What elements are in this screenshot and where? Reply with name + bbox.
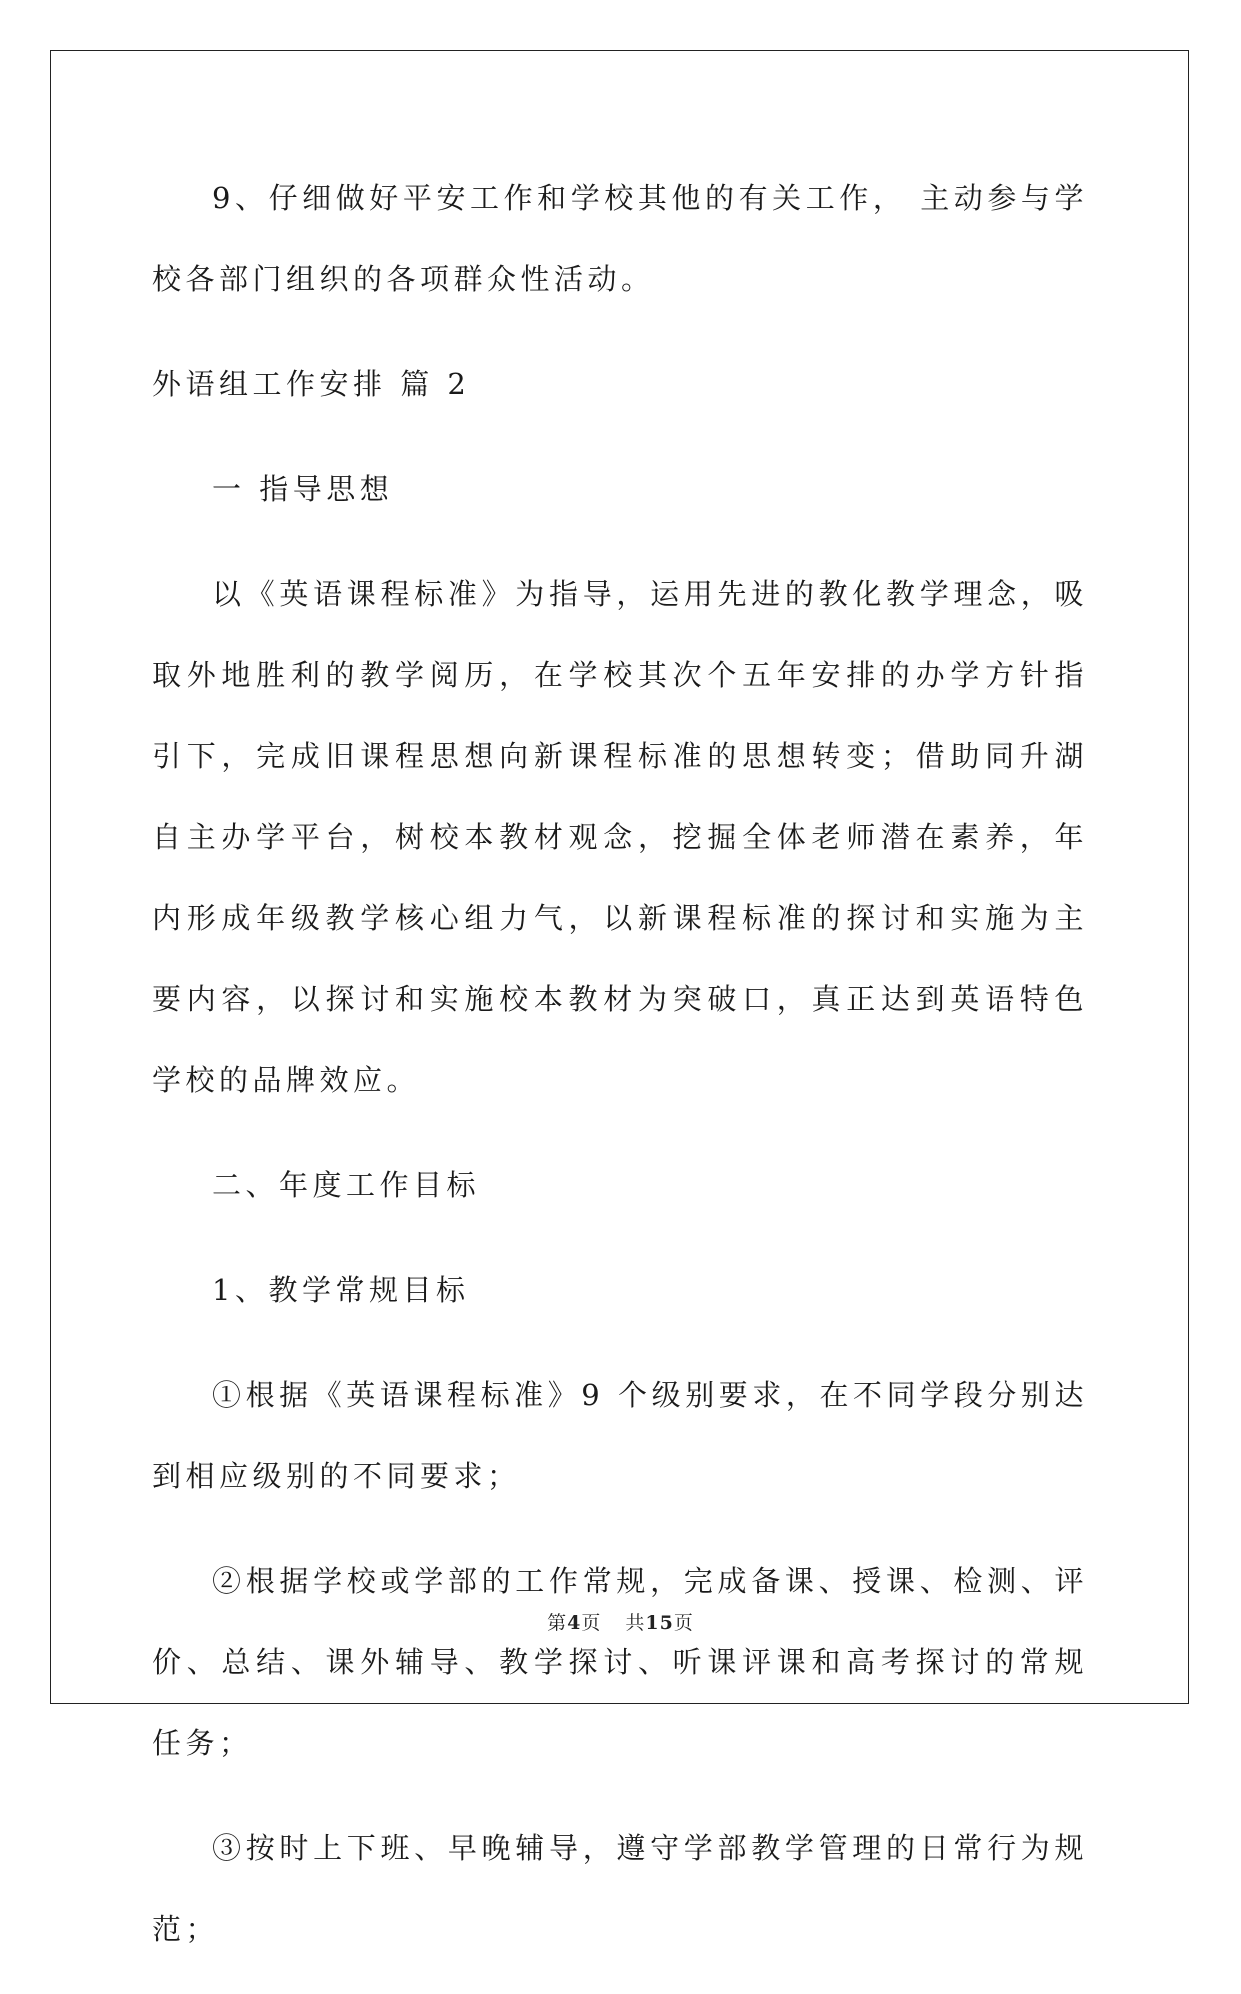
page-number: 4 — [567, 1612, 582, 1634]
section-title: 外语组工作安排 篇 2 — [152, 367, 471, 401]
list-item-3: ③按时上下班、早晚辅导，遵守学部教学管理的日常行为规范； — [152, 1831, 1088, 1946]
heading-guiding-thought: 一 指导思想 — [212, 472, 394, 506]
subheading-teaching-routine: 1、教学常规目标 — [212, 1273, 470, 1307]
total-pages: 15 — [645, 1612, 674, 1634]
heading-annual-goals: 二、年度工作目标 — [212, 1168, 481, 1202]
total-prefix: 共 — [625, 1612, 646, 1634]
paragraph-item-9: 9、仔细做好平安工作和学校其他的有关工作， 主动参与学校各部门组织的各项群众性活动。 — [152, 181, 1088, 296]
paragraph-guiding-thought: 以《英语课程标准》为指导，运用先进的教化教学理念，吸取外地胜利的教学阅历，在学校其次个五年安排的办学方针指引下，完成旧课程思想向新课程标准的思想转变；借助同升湖自主办学平台，树校本教材观念，挖掘全体老师潜在素养，年内形成年级教学核心组力气，以新课程标准的探讨和实施为主要内容，以探讨和实施校本教材为突破口，真正达到英语特色学校的品牌效应。 — [152, 577, 1088, 1097]
total-suffix: 页 — [673, 1612, 694, 1634]
page-prefix: 第 — [547, 1612, 568, 1634]
list-item-1: ①根据《英语课程标准》9 个级别要求，在不同学段分别达到相应级别的不同要求； — [152, 1378, 1088, 1493]
page-footer — [0, 1608, 1241, 1635]
document-body — [152, 158, 1088, 1994]
list-item-2: ②根据学校或学部的工作常规，完成备课、授课、检测、评价、总结、课外辅导、教学探讨、听课评课和高考探讨的常规任务； — [152, 1564, 1088, 1760]
page-suffix: 页 — [581, 1612, 602, 1634]
